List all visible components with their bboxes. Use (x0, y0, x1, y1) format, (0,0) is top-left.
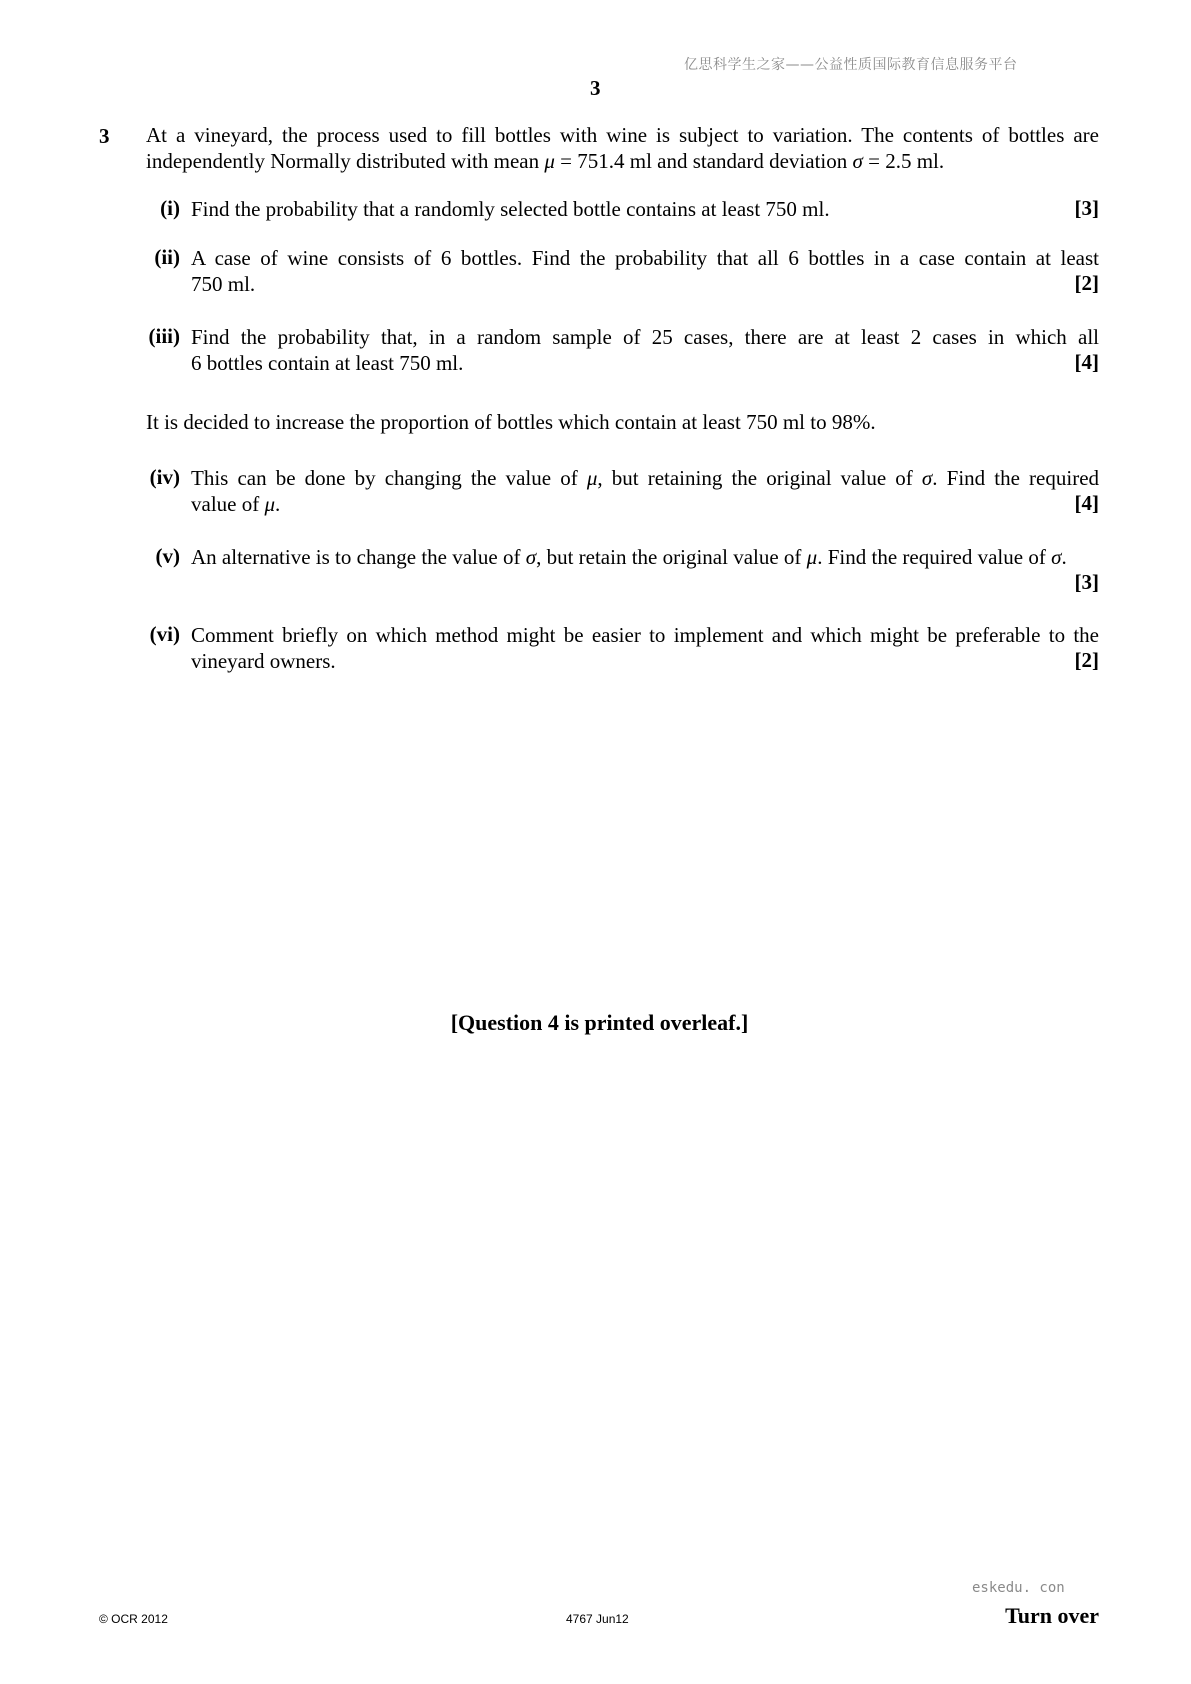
part-label-vi: (vi) (149, 622, 180, 646)
part-label-i: (i) (160, 196, 180, 220)
part-label-iv: (iv) (149, 465, 180, 489)
header-watermark: 亿思科学生之家——公益性质国际教育信息服务平台 (684, 57, 1018, 73)
part-vi-line-2: vineyard owners. (191, 649, 336, 673)
part-label-iii: (iii) (148, 324, 180, 348)
question-statement: It is decided to increase the proportion of bottles which contain at least 750 ml to 98%. (146, 410, 876, 434)
footer-paper-code: 4767 Jun12 (566, 1612, 629, 1626)
part-body-i (191, 196, 1099, 222)
overleaf-note: [Question 4 is printed overleaf.] (450, 1010, 749, 1035)
part-iv-line-2: value of μ. (191, 492, 281, 516)
part-ii-line-1: A case of wine consists of 6 bottles. Find the probability that all 6 bottles in a case contain at least (191, 246, 1099, 270)
part-body-iii (191, 324, 1099, 376)
part-body-v (191, 544, 1099, 570)
part-ii-line-2: 750 ml. (191, 272, 256, 296)
part-i-line-1: Find the probability that a randomly selected bottle contains at least 750 ml. (191, 197, 830, 221)
marks-iii: [4] (1074, 350, 1099, 374)
footer-watermark: eskedu. con (972, 1580, 1065, 1596)
question-number: 3 (99, 124, 110, 148)
marks-vi: [2] (1074, 648, 1099, 672)
page-number: 3 (590, 76, 601, 100)
part-iii-line-1: Find the probability that, in a random sample of 25 cases, there are at least 2 cases in which all (191, 325, 1099, 349)
question-stem: At a vineyard, the process used to fill bottles with wine is subject to variation. The contents of bottles are independently Normally distributed with mean μ = 751.4 ml and standard deviation σ = 2.5 ml. (146, 123, 1099, 173)
marks-ii: [2] (1074, 271, 1099, 295)
part-iii-line-2: 6 bottles contain at least 750 ml. (191, 351, 464, 375)
part-label-ii: (ii) (154, 245, 180, 269)
footer-copyright: © OCR 2012 (99, 1612, 168, 1626)
marks-iv: [4] (1074, 491, 1099, 515)
part-vi-line-1: Comment briefly on which method might be easier to implement and which might be preferable to the (191, 623, 1099, 647)
part-body-vi (191, 622, 1099, 674)
part-label-v: (v) (155, 544, 180, 568)
turn-over-label: Turn over (1005, 1603, 1099, 1628)
marks-i: [3] (1074, 196, 1099, 220)
part-iv-line-1: This can be done by changing the value of μ, but retaining the original value of σ. Find the required (191, 466, 1100, 490)
part-body-ii (191, 245, 1099, 297)
marks-v: [3] (1074, 570, 1099, 594)
part-body-iv (191, 465, 1099, 517)
part-v-line-1: An alternative is to change the value of σ, but retain the original value of μ. Find the required value of σ. (191, 545, 1067, 569)
